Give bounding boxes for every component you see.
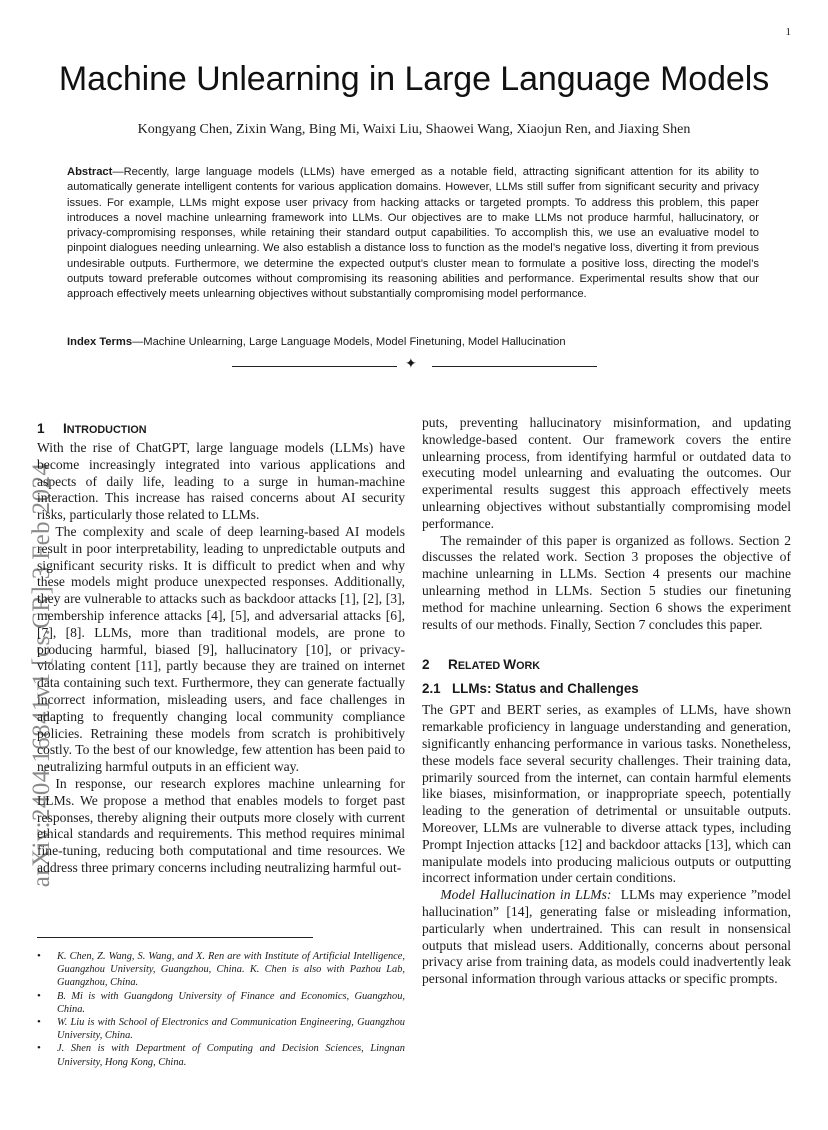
footnote-item bbox=[37, 1042, 405, 1068]
index-terms-text: —Machine Unlearning, Large Language Models, Model Finetuning, Model Hallucination bbox=[132, 336, 566, 348]
section-2-title-initial-1: R bbox=[448, 657, 458, 673]
page-number: 1 bbox=[785, 26, 791, 38]
related-work-paragraph-2-text: LLMs may experience ”model hallucination” [14], generating false or misleading information, particularly when undertrained. This can result in nonsensical outputs that mislead users. Additionally, concerns about personal privacy arise from training data, as models could inadvertently leak personal information through various attacks or specific prompts. bbox=[422, 887, 791, 987]
footnote-text: W. Liu is with School of Electronics and Communication Engineering, Guangzhou University, China. bbox=[57, 1017, 405, 1042]
section-2-number: 2 bbox=[422, 657, 430, 673]
intro-paragraph-3-continued: puts, preventing hallucinatory misinformation, and updating knowledge-based content. Our framework covers the entire unlearning process, from identifying harmful or outdated data to executing model unlearning and evaluating the outcomes. Our experimental results suggest this approach effectively meets unlearning objectives without substantially compromising model performance. bbox=[422, 415, 791, 531]
separator-diamond-icon: ✦ bbox=[405, 357, 417, 372]
abstract-text: —Recently, large language models (LLMs) have emerged as a notable field, attracting significant attention for its ability to automatically generate intelligent contents for various application domains. However, LLMs still suffer from significant security and privacy issues. For example, LLMs might expose user privacy from hacking attacks or targeted prompts. To address this problem, this paper introduces a novel machine unlearning framework into LLMs. Our objectives are to make LLMs not produce harmful, hallucinatory, or privacy-compromising responses, while retaining their standard output capabilities. To accomplish this, we use an evaluative model to pinpoint dialogues needing unlearning. We also establish a distance loss to function as the model’s negative loss, diverting it from previous undesirable outputs. Furthermore, we determine the expected output’s cluster mean to formulate a positive loss, directing the model’s outputs toward preferable outcomes without compromising its reasoning abilities and performance. Experimental results show that our approach effectively meets unlearning objectives without substantially compromising model performance. bbox=[67, 166, 759, 301]
footnotes bbox=[37, 950, 405, 1069]
abstract bbox=[67, 165, 759, 303]
intro-paragraph-2: The complexity and scale of deep learning-based AI models result in poor interpretability, leading to unpredictable outputs and significant security risks. It is difficult to predict when and why these models might produce unexpected responses. Additionally, they are vulnerable to attacks such as backdoor attacks [1], [2], [3], membership inference attacks [4], [5], and adversarial attacks [6], [7], [8]. LLMs, more than traditional models, are prone to producing harmful, biased [9], hallucinatory [10], or privacy-violating content [11], partly because they are trained on internet data containing such text. Furthermore, they can generate factually incorrect information, misleading users, and face challenges in adapting to frequently changing local community compliance policies. Retraining these models from scratch is prohibitively costly. To the best of our knowledge, few attention has been paid to neutralizing harmful outputs in an efficient way. bbox=[37, 523, 405, 775]
related-work-paragraph-1: The GPT and BERT series, as examples of LLMs, have shown remarkable proficiency in language understanding and generation, significantly enhancing performance in various tasks. Nonetheless, these models face several security challenges. Their training data, primarily sourced from the internet, can contain harmful elements like biases, misinformation, or inappropriate speech, potentially leading to the generation of detrimental or unsuitable outputs. Moreover, LLMs are vulnerable to diverse attack types, including Prompt Injection attacks [12] and backdoor attacks [13], which can manipulate models into producing malicious outputs or outputting incorrect information under certain conditions. bbox=[422, 702, 791, 886]
footnote-text: K. Chen, Z. Wang, S. Wang, and X. Ren are with Institute of Artificial Intelligence, Guangzhou University, Guangzhou, China. K. Chen is also with Pazhou Lab, Guangzhou, China. bbox=[57, 951, 405, 989]
section-2-title-initial-2: W bbox=[503, 657, 517, 673]
section-1-title-initial: I bbox=[63, 421, 67, 436]
paragraph-run-in-heading: Model Hallucination in LLMs: bbox=[440, 887, 612, 903]
footnote-text: B. Mi is with Guangdong University of Finance and Economics, Guangzhou, China. bbox=[57, 990, 405, 1015]
abstract-label: Abstract bbox=[67, 166, 113, 178]
intro-organization-paragraph: The remainder of this paper is organized as follows. Section 2 discusses the related work. Section 3 proposes the objective of machine unlearning in LLMs. Section 4 presents our machine unlearning method in LLMs. Section 5 studies our finetuning method for machine unlearning. Section 6 shows the experiment results of our methods. Finally, Section 7 concludes this paper. bbox=[422, 532, 791, 632]
section-2-title-rest-1: ELATED bbox=[457, 660, 504, 673]
footnote-text: J. Shen is with Department of Computing and Decision Sciences, Lingnan University, Hong Kong, China. bbox=[57, 1043, 405, 1068]
author-list: Kongyang Chen, Zixin Wang, Bing Mi, Waixi Liu, Shaowei Wang, Xiaojun Ren, and Jiaxing Shen bbox=[137, 122, 691, 137]
section-1-number: 1 bbox=[37, 421, 45, 436]
bullet-icon: • bbox=[37, 950, 41, 962]
footnote-rule bbox=[37, 937, 313, 938]
section-1-heading bbox=[37, 420, 405, 439]
right-column bbox=[422, 415, 791, 988]
subsection-2-1-heading bbox=[422, 680, 791, 698]
section-2-title-rest-2: ORK bbox=[516, 660, 541, 673]
subsection-2-1-title: LLMs: Status and Challenges bbox=[452, 681, 639, 697]
separator-line-left bbox=[232, 366, 397, 367]
arxiv-stamp-text: arXiv:2404.16841v1 [cs.CR] 3 Feb 2024 bbox=[28, 462, 55, 888]
bullet-icon: • bbox=[37, 989, 41, 1002]
footnote-item bbox=[37, 950, 405, 990]
subsection-2-1-number: 2.1 bbox=[422, 681, 441, 697]
related-work-paragraph-2 bbox=[422, 887, 791, 988]
left-column bbox=[37, 420, 405, 877]
section-2-heading bbox=[422, 656, 791, 675]
index-terms bbox=[67, 335, 759, 350]
footnote-item bbox=[37, 1016, 405, 1042]
separator-line-right bbox=[432, 366, 597, 367]
bullet-icon: • bbox=[37, 1042, 41, 1055]
bullet-icon: • bbox=[37, 1016, 41, 1029]
section-1-title-rest: NTRODUCTION bbox=[66, 424, 147, 436]
intro-paragraph-3: In response, our research explores machine unlearning for LLMs. We propose a method that enables models to forget past responses, thereby aligning their outputs more closely with current ethical standards and requirements. This method requires minimal fine-tuning, reducing both computational and time resources. We address three primary concerns including neutralizing harmful out- bbox=[37, 775, 405, 875]
intro-paragraph-1: With the rise of ChatGPT, large language models (LLMs) have become increasingly integrated into various applications and aspects of daily life, leading to a surge in human-machine interaction. This increase has raised concerns about AI security risks, particularly those related to LLMs. bbox=[37, 440, 405, 523]
index-terms-label: Index Terms bbox=[67, 336, 133, 348]
footnote-item bbox=[37, 990, 405, 1016]
paper-title: Machine Unlearning in Large Language Models bbox=[58, 60, 770, 98]
